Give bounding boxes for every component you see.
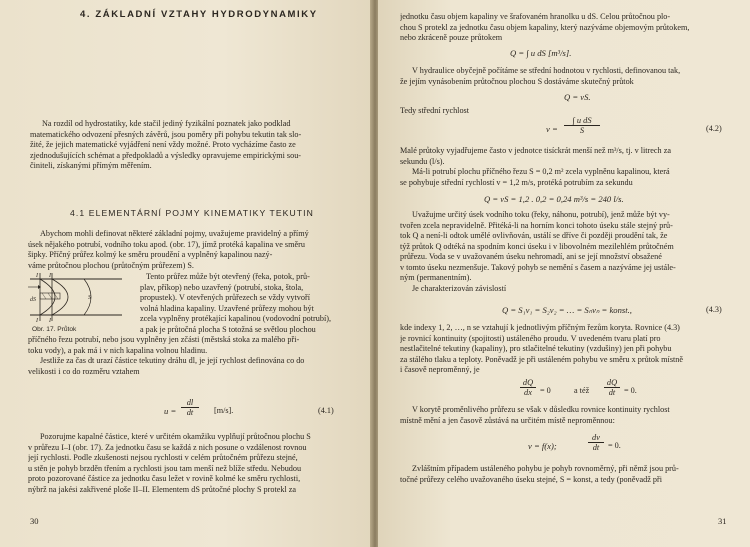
- wrapped-paragraph: [140, 272, 346, 335]
- text-line: a pak je průtočná plocha S totožná se světlou plochou: [140, 324, 316, 334]
- text-line: v průřezu I–I (obr. 17). Za jednotku času se každá z nich posune o vzdálenost rovnou: [28, 442, 307, 452]
- text-line: propustek). V otevřených průřezech se vždy vytvoří: [140, 293, 310, 302]
- equation-v-fx: v = f(x);: [528, 441, 557, 451]
- text-line: V korytě proměnlivého průřezu se však v důsledku rovnice kontinuity rychlost: [412, 405, 670, 414]
- fraction-numerator: ∫ u dS: [564, 116, 600, 126]
- text-line: tok Q a není-li odtok umělé ovlivňován, ustálí se dříve či později proudění tak, že: [400, 231, 668, 240]
- text-line: i časově neproměnný, je: [400, 365, 480, 374]
- equation-4-3-label: (4.3): [706, 305, 722, 314]
- equation-4-1-fraction: [181, 398, 199, 417]
- text-line: Na rozdíl od hydrostatiky, kde stačil jediný fyzikální poznatek jako podklad: [42, 119, 291, 128]
- text-line: tvořen zcela nepravidelně. Přitéká-li na horním konci tohoto úseku stále stejný prů-: [400, 220, 673, 230]
- text-line: Tento průřez může být otevřený (řeka, potok, prů-: [146, 272, 310, 281]
- text-line: matematického odvození přesných závěrů, jsou poměry při pohybu tekutin tak slo-: [30, 129, 302, 139]
- figure-label: I: [49, 318, 51, 323]
- text-line: nýbrž na jakési zakřivené ploše II–II. Elementem dS průtočné plochy S protekl za: [28, 484, 297, 494]
- chapter-heading: 4. ZÁKLADNÍ VZTAHY HYDRODYNAMIKY: [80, 9, 318, 20]
- figure-17-diagram: [26, 271, 126, 323]
- text-line: velikosti i co do rozměru vztahem: [28, 366, 140, 376]
- fraction-numerator: dQ: [520, 378, 536, 388]
- paragraph-2: [400, 66, 732, 87]
- figure-label: dS: [30, 297, 36, 303]
- text-line: místně mění a jen časově zůstává na určitém místě neproměnnou:: [400, 415, 615, 425]
- equation-example: Q = vS = 1,2 . 0,2 = 0,24 m³/s = 240 l/s.: [484, 194, 624, 204]
- paragraph-6: [400, 323, 732, 376]
- equation-4-2-fraction: [564, 116, 600, 135]
- equation-dv-dt-fraction: [588, 433, 604, 452]
- equation-4-1-unit: [m/s].: [214, 406, 234, 415]
- figure-label: I: [36, 273, 38, 279]
- text-line: příčného řezu potrubí, nebo jsou vyplněny jen zčásti (městská stoka za malého při-: [28, 335, 300, 344]
- fraction-numerator: dv: [588, 433, 604, 443]
- text-line: že jejím vynásobením průtočnou plochou S dostáváme skutečný průtok: [400, 76, 634, 86]
- equation-dq-dx-fraction: [520, 378, 536, 397]
- text-line: Abychom mohli definovat některé základní pojmy, uvažujeme pravidelný a přímý: [40, 229, 309, 238]
- left-page: [0, 0, 372, 547]
- text-line: Malé průtoky vyjadřujeme často v jednotce tisíckrát menší než m³/s, tj. v litrech za: [400, 146, 671, 155]
- paragraph-5: [400, 210, 732, 294]
- text-line: chou S protekl za jednotku času objem kapaliny, který nazýváme objemovým průtokem,: [400, 22, 690, 32]
- fraction-numerator: dQ: [604, 378, 620, 388]
- paragraph-3: [28, 432, 346, 495]
- text-line: Je charakterizován závislostí: [412, 283, 507, 293]
- equation-4-1-lhs: u =: [164, 406, 177, 416]
- text-line: činiteli, získanými přímým měřením.: [30, 161, 152, 170]
- figure-label: S: [88, 295, 91, 301]
- paragraph-2: [28, 335, 346, 377]
- paragraph-3: [400, 106, 732, 117]
- fraction-denominator: S: [579, 126, 585, 135]
- equation-dq-dt-fraction: [604, 378, 620, 397]
- equation-4-1-label: (4.1): [318, 406, 334, 415]
- text-line: zcela vyplněny protékající kapalinou (vodovodní potrubí),: [140, 314, 331, 323]
- paragraph-7: [400, 405, 732, 426]
- text-line: žité, že jejich matematické vyjádření není vždy možné. Proto vycházíme často ze: [30, 140, 296, 149]
- text-line: průřezu. Voda se v uvažovaném úseku nehromadí, ani se její množství obsažené: [400, 252, 662, 261]
- intro-paragraph: [30, 119, 348, 172]
- equation-flow-integral: Q = ∫ u dS [m³/s].: [510, 48, 572, 58]
- page-number: 31: [718, 516, 727, 526]
- paragraph-4: [400, 146, 732, 188]
- paragraph-8: [400, 464, 732, 485]
- text-line: kde indexy 1, 2, …, n se vztahují k jednotlivým příčným řezům koryta. Rovnice (4.3): [400, 323, 680, 332]
- text-line: se pohybuje střední rychlostí v = 1,2 m/s, protéká potrubím za sekundu: [400, 177, 633, 187]
- equation-dq-dt-rhs: = 0.: [624, 386, 637, 395]
- text-line: nebo zkráceně pouze průtokem: [400, 33, 503, 42]
- right-page: [378, 0, 750, 547]
- text-line: je rovnicí kontinuity (spojitosti) ustáleného proudu. V uvedeném tvaru platí pro: [400, 333, 661, 343]
- equation-q-vs: Q = vS.: [564, 92, 591, 102]
- text-line: proto pozorované částice za jednotku času ležet v rovině kolmé ke směru rychlosti,: [28, 474, 301, 483]
- paragraph-1: [400, 12, 732, 44]
- text-line: toku vody), a pak má i v nich kapalina volnou hladinu.: [28, 345, 208, 355]
- equation-dv-dt-rhs: = 0.: [608, 441, 621, 450]
- fraction-numerator: dl: [181, 398, 199, 408]
- equation-connector: a též: [574, 386, 590, 395]
- text-line: volná hladina kapaliny. Uzavřené průřezy mohou být: [140, 303, 314, 313]
- text-line: šipky. Příčný průřez kolmý ke směru proudění a vyplněný kapalinou nazý-: [28, 250, 273, 259]
- equation-4-2-label: (4.2): [706, 124, 722, 133]
- text-line: Tedy střední rychlost: [400, 106, 470, 115]
- text-line: sekundu (l/s).: [400, 156, 445, 166]
- equation-dq-dx-rhs: = 0: [540, 386, 551, 395]
- text-line: u stěn je pohyb brzděn třením a rychlosti jsou tam menší než blíže středu. Nebudou: [28, 463, 302, 473]
- fraction-denominator: dt: [592, 443, 600, 452]
- text-line: týž průtok Q odtéká na spodním konci úseku i v libovolném mezilehlém průtočném: [400, 241, 674, 251]
- text-line: točné průřezy celého uvažovaného úseku stejné, S = konst, a tedy (poněvadž při: [400, 474, 662, 484]
- equation-4-3: Q = S₁v₁ = S₂v₂ = … = Sₙvₙ = konst.,: [502, 305, 632, 315]
- text-line: Jestliže za čas dt urazí částice tekutiny dráhu dl, je její rychlost definována co do: [40, 356, 305, 365]
- text-line: zjednodušujících schémat a předpokladů a výsledky opravujeme empirickými sou-: [30, 150, 302, 160]
- text-line: její rychlosti. Podle zkušenosti nejsou rychlosti v celém průtočném průřezu stejné,: [28, 453, 298, 462]
- fraction-denominator: dx: [524, 388, 532, 397]
- text-line: V hydraulice obyčejně počítáme se střední hodnotou v rychlosti, definovanou tak,: [412, 66, 681, 75]
- figure-label: I: [36, 318, 38, 323]
- section-title: 4.1 ELEMENTÁRNÍ POJMY KINEMATIKY TEKUTIN: [70, 208, 314, 218]
- text-line: v tomto úseku nezmenšuje. Takový pohyb se nemění s časem a nazýváme jej ustále-: [400, 262, 676, 272]
- paragraph-1: [28, 229, 346, 271]
- text-line: ným (permanentním).: [400, 273, 472, 282]
- text-line: Má-li potrubí plochu příčného řezu S = 0,2 m² zcela vyplněnu kapalinou, která: [412, 167, 670, 176]
- text-line: za stálého tlaku a teploty. Poněvadž je při ustáleném pohybu ve směru x průtok místně: [400, 354, 684, 364]
- text-line: úsek nějakého potrubí, vodního toku apod. (obr. 17), jímž protéká kapalina ve směru: [28, 239, 305, 249]
- text-line: váme průtočnou plochou (průtočným průřezem) S.: [28, 260, 194, 270]
- fraction-denominator: dt: [186, 408, 194, 417]
- text-line: jednotku času objem kapaliny ve šrafovaném hranolku u dS. Celou průtočnou plo-: [400, 12, 671, 21]
- fraction-denominator: dt: [608, 388, 616, 397]
- text-line: plav, příkop) nebo uzavřený (potrubí, stoka, štola,: [140, 282, 304, 292]
- figure-label: I: [49, 273, 51, 279]
- text-line: Pozorujme kapalné částice, které v určitém okamžiku vyplňují průtočnou plochu S: [40, 432, 311, 441]
- text-line: Uvažujme určitý úsek vodního toku (řeky, náhonu, potrubí), jenž může být vy-: [412, 210, 670, 219]
- page-number: 30: [30, 516, 39, 526]
- text-line: nestlačitelné tekutiny (kapaliny), pro stlačitelné tekutiny (vzdušiny) jen při pohybu: [400, 344, 672, 353]
- text-line: Zvláštním případem ustáleného pohybu je pohyb rovnoměrný, při němž jsou prů-: [412, 464, 679, 473]
- equation-4-2-lhs: v =: [546, 124, 558, 134]
- figure-caption: Obr. 17. Průtok: [32, 326, 77, 333]
